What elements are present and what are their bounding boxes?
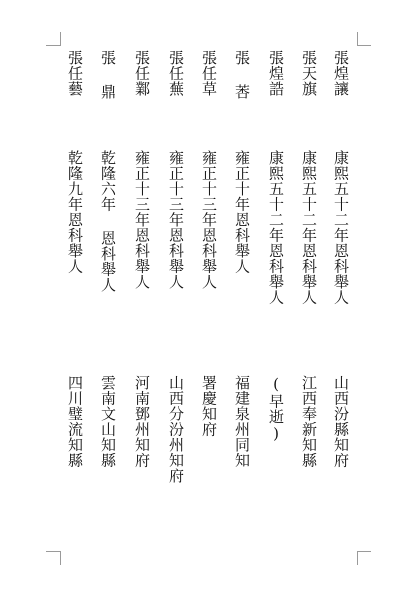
crop-mark-top-right-h <box>357 45 371 46</box>
person-name: 張任藝 <box>66 50 84 97</box>
exam-degree: 康熙五十二年恩科舉人 <box>267 150 285 305</box>
office-post: 署慶知府 <box>200 375 218 437</box>
crop-mark-top-right-v <box>357 32 358 46</box>
person-name: 張 莕 <box>233 50 251 100</box>
person-name: 張任蕪 <box>167 50 185 97</box>
entry-column <box>229 0 255 600</box>
exam-degree: 康熙五十二年恩科舉人 <box>332 150 350 305</box>
entry-column <box>296 0 322 600</box>
entry-column <box>196 0 222 600</box>
exam-degree: 雍正十三年恩科舉人 <box>200 150 218 290</box>
person-name: 張天旗 <box>300 50 318 97</box>
office-post: 山西分汾州知府 <box>167 375 185 484</box>
person-name: 張任草 <box>200 50 218 97</box>
crop-mark-top-left-v <box>60 32 61 46</box>
crop-mark-top-left-h <box>46 45 60 46</box>
exam-degree: 雍正十三年恩科舉人 <box>133 150 151 290</box>
exam-degree: 乾隆九年恩科舉人 <box>66 150 84 274</box>
exam-degree: 康熙五十二年恩科舉人 <box>300 150 318 305</box>
entry-column <box>129 0 155 600</box>
office-post: 山西汾縣知府 <box>332 375 350 468</box>
exam-degree: 乾隆六年 恩科舉人 <box>99 150 117 293</box>
entry-column <box>328 0 354 600</box>
crop-mark-bottom-left-v <box>60 551 61 565</box>
exam-degree: 雍正十三年恩科舉人 <box>167 150 185 290</box>
person-name: 張 鼎 <box>99 50 117 100</box>
office-post: 四川璧流知縣 <box>66 375 84 468</box>
crop-mark-bottom-right-v <box>357 551 358 565</box>
office-post: 江西奉新知縣 <box>300 375 318 468</box>
office-post: 福建泉州同知 <box>233 375 251 468</box>
crop-mark-bottom-left-h <box>46 551 60 552</box>
entry-column <box>62 0 88 600</box>
person-name: 張任鄴 <box>133 50 151 97</box>
office-post: 河南鄧州知府 <box>133 375 151 468</box>
entry-column <box>95 0 121 600</box>
exam-degree: 雍正十年恩科舉人 <box>233 150 251 274</box>
office-post: (早逝) <box>267 375 285 443</box>
entry-column <box>163 0 189 600</box>
crop-mark-bottom-right-h <box>357 551 371 552</box>
person-name: 張煌誥 <box>267 50 285 97</box>
person-name: 張煌讓 <box>332 50 350 97</box>
entry-column <box>263 0 289 600</box>
office-post: 雲南文山知縣 <box>99 375 117 468</box>
